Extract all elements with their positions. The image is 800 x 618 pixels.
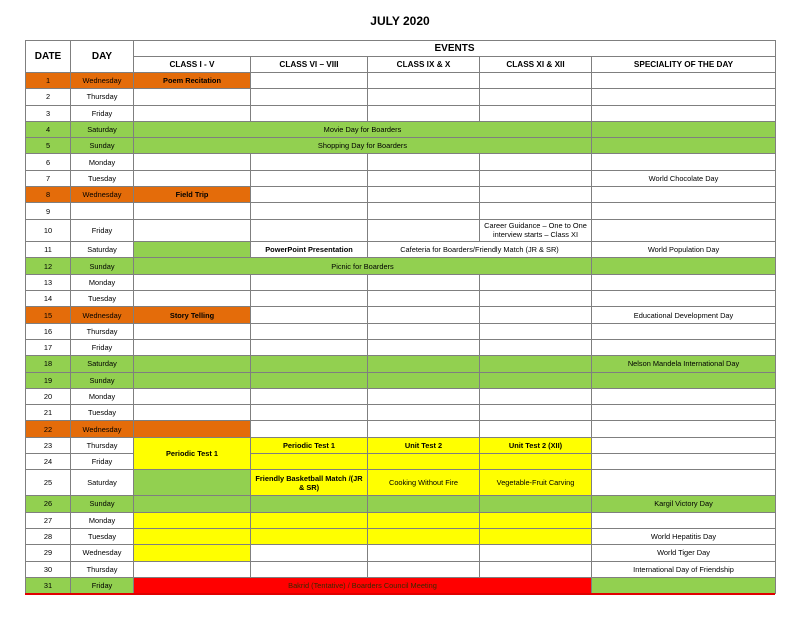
speciality-cell — [592, 421, 776, 437]
class-6-8-cell — [251, 307, 368, 323]
date-cell: 18 — [26, 356, 71, 372]
class-1-5-cell — [134, 323, 251, 339]
speciality-cell: World Tiger Day — [592, 545, 776, 561]
table-row — [26, 545, 776, 561]
speciality-cell: International Day of Friendship — [592, 561, 776, 577]
speciality-cell — [592, 454, 776, 470]
class-6-8-cell — [251, 323, 368, 339]
class-6-8-cell — [251, 274, 368, 290]
table-row — [26, 356, 776, 372]
date-cell: 27 — [26, 512, 71, 528]
class-1-5-cell — [134, 203, 251, 219]
day-header: DAY — [71, 41, 134, 73]
class-9-10-cell — [368, 219, 480, 242]
class-1-5-cell: Periodic Test 1 — [134, 437, 251, 470]
class-6-8-cell — [251, 291, 368, 307]
table-row — [26, 203, 776, 219]
date-cell: 10 — [26, 219, 71, 242]
day-cell: Wednesday — [71, 307, 134, 323]
class-1-5-cell — [134, 154, 251, 170]
class-6-8-cell: Friendly Basketball Match /(JR & SR) — [251, 470, 368, 496]
table-row — [26, 219, 776, 242]
speciality-cell — [592, 138, 776, 154]
class-6-8-cell — [251, 219, 368, 242]
class-6-8-cell — [251, 388, 368, 404]
class-1-5-cell — [134, 89, 251, 105]
day-cell: Friday — [71, 105, 134, 121]
class-9-10-cell — [368, 291, 480, 307]
class-6-8-cell — [251, 170, 368, 186]
calendar-table — [25, 40, 776, 594]
class-9-10-cell — [368, 105, 480, 121]
date-cell: 16 — [26, 323, 71, 339]
table-row — [26, 258, 776, 274]
date-cell: 1 — [26, 73, 71, 89]
class-1-5-cell — [134, 496, 251, 512]
class-9-10-cell — [368, 421, 480, 437]
date-cell: 2 — [26, 89, 71, 105]
date-cell: 29 — [26, 545, 71, 561]
class-6-8-cell — [251, 154, 368, 170]
date-cell: 23 — [26, 437, 71, 453]
speciality-cell: Kargil Victory Day — [592, 496, 776, 512]
day-cell: Thursday — [71, 323, 134, 339]
class-1-5-cell — [134, 242, 251, 258]
class-11-12-cell — [480, 388, 592, 404]
day-cell: Saturday — [71, 356, 134, 372]
class-1-5-cell — [134, 561, 251, 577]
class-11-12-cell — [480, 421, 592, 437]
day-cell: Wednesday — [71, 73, 134, 89]
class-11-12-cell — [480, 73, 592, 89]
date-cell: 8 — [26, 187, 71, 203]
speciality-cell — [592, 437, 776, 453]
class-11-12-cell — [480, 339, 592, 355]
day-cell: Tuesday — [71, 528, 134, 544]
class-1-5-cell — [134, 545, 251, 561]
class-1-5-cell: Field Trip — [134, 187, 251, 203]
class-6-8-header: CLASS VI – VIII — [251, 57, 368, 73]
speciality-cell — [592, 470, 776, 496]
class-11-12-header: CLASS XI & XII — [480, 57, 592, 73]
date-cell: 13 — [26, 274, 71, 290]
date-cell: 28 — [26, 528, 71, 544]
day-cell: Monday — [71, 274, 134, 290]
table-row — [26, 89, 776, 105]
table-row — [26, 323, 776, 339]
table-row — [26, 561, 776, 577]
day-cell: Saturday — [71, 470, 134, 496]
class-9-10-cell — [368, 512, 480, 528]
speciality-cell: World Hepatitis Day — [592, 528, 776, 544]
class-11-12-cell: Career Guidance – One to One interview starts – Class XI — [480, 219, 592, 242]
class-1-5-cell — [134, 388, 251, 404]
class-11-12-cell: Vegetable-Fruit Carving — [480, 470, 592, 496]
date-cell: 17 — [26, 339, 71, 355]
table-row — [26, 274, 776, 290]
class-9-10-cell: Cooking Without Fire — [368, 470, 480, 496]
date-cell: 21 — [26, 405, 71, 421]
header-row — [26, 41, 776, 57]
speciality-cell — [592, 372, 776, 388]
date-cell: 26 — [26, 496, 71, 512]
class-1-5-cell — [134, 470, 251, 496]
class-11-12-cell — [480, 561, 592, 577]
class-9-10-cell — [368, 388, 480, 404]
class-1-5-cell — [134, 405, 251, 421]
date-cell: 30 — [26, 561, 71, 577]
day-cell: Sunday — [71, 258, 134, 274]
class-9-12-cell: Cafeteria for Boarders/Friendly Match (JR & SR) — [368, 242, 592, 258]
day-cell: Tuesday — [71, 405, 134, 421]
class-9-10-cell — [368, 73, 480, 89]
day-cell: Thursday — [71, 89, 134, 105]
class-6-8-cell — [251, 73, 368, 89]
date-cell: 19 — [26, 372, 71, 388]
table-row — [26, 388, 776, 404]
class-11-12-cell — [480, 203, 592, 219]
class-11-12-cell — [480, 512, 592, 528]
class-6-8-cell — [251, 496, 368, 512]
class-9-10-cell — [368, 339, 480, 355]
class-9-10-cell — [368, 323, 480, 339]
class-9-10-cell — [368, 528, 480, 544]
class-9-10-cell — [368, 89, 480, 105]
speciality-cell — [592, 73, 776, 89]
class-1-5-cell — [134, 274, 251, 290]
date-cell: 4 — [26, 121, 71, 137]
date-cell: 7 — [26, 170, 71, 186]
class-1-5-cell — [134, 421, 251, 437]
class-6-8-cell — [251, 528, 368, 544]
class-9-10-cell — [368, 405, 480, 421]
date-cell: 14 — [26, 291, 71, 307]
class-11-12-cell — [480, 154, 592, 170]
date-cell: 12 — [26, 258, 71, 274]
speciality-cell: Nelson Mandela International Day — [592, 356, 776, 372]
date-cell: 25 — [26, 470, 71, 496]
table-row — [26, 405, 776, 421]
table-row — [26, 105, 776, 121]
table-row — [26, 421, 776, 437]
day-cell: Sunday — [71, 372, 134, 388]
date-cell: 31 — [26, 577, 71, 593]
table-row — [26, 187, 776, 203]
day-cell: Friday — [71, 219, 134, 242]
class-6-8-cell — [251, 454, 368, 470]
class-6-8-cell — [251, 105, 368, 121]
class-1-5-cell — [134, 291, 251, 307]
class-6-8-cell — [251, 339, 368, 355]
class-11-12-cell: Unit Test 2 (XII) — [480, 437, 592, 453]
speciality-cell: Educational Development Day — [592, 307, 776, 323]
class-9-10-cell: Unit Test 2 — [368, 437, 480, 453]
date-cell: 5 — [26, 138, 71, 154]
class-11-12-cell — [480, 372, 592, 388]
class-9-10-cell — [368, 307, 480, 323]
date-cell: 20 — [26, 388, 71, 404]
day-cell: Saturday — [71, 121, 134, 137]
date-cell: 11 — [26, 242, 71, 258]
table-row — [26, 577, 776, 593]
class-11-12-cell — [480, 454, 592, 470]
speciality-cell — [592, 405, 776, 421]
day-cell: Sunday — [71, 496, 134, 512]
speciality-cell — [592, 203, 776, 219]
class-6-8-cell — [251, 372, 368, 388]
speciality-cell — [592, 219, 776, 242]
date-header: DATE — [26, 41, 71, 73]
day-cell: Thursday — [71, 437, 134, 453]
speciality-cell — [592, 187, 776, 203]
table-row — [26, 496, 776, 512]
day-cell: Friday — [71, 577, 134, 593]
class-11-12-cell — [480, 105, 592, 121]
class-1-5-cell: Poem Recitation — [134, 73, 251, 89]
class-11-12-cell — [480, 89, 592, 105]
table-row — [26, 154, 776, 170]
day-cell: Tuesday — [71, 170, 134, 186]
day-cell: Sunday — [71, 138, 134, 154]
speciality-cell — [592, 339, 776, 355]
date-cell: 9 — [26, 203, 71, 219]
table-row — [26, 73, 776, 89]
table-row — [26, 528, 776, 544]
class-11-12-cell — [480, 356, 592, 372]
class-6-8-cell — [251, 421, 368, 437]
class-11-12-cell — [480, 170, 592, 186]
table-row — [26, 121, 776, 137]
class-1-5-cell — [134, 528, 251, 544]
class-6-8-cell — [251, 356, 368, 372]
class-9-10-cell — [368, 274, 480, 290]
speciality-header: SPECIALITY OF THE DAY — [592, 57, 776, 73]
table-row — [26, 307, 776, 323]
class-6-8-cell — [251, 545, 368, 561]
subheader-row — [26, 57, 776, 73]
class-11-12-cell — [480, 405, 592, 421]
day-cell — [71, 203, 134, 219]
speciality-cell — [592, 121, 776, 137]
date-cell: 3 — [26, 105, 71, 121]
class-9-10-cell — [368, 356, 480, 372]
date-cell: 22 — [26, 421, 71, 437]
day-cell: Friday — [71, 339, 134, 355]
table-row — [26, 242, 776, 258]
day-cell: Friday — [71, 454, 134, 470]
day-cell: Monday — [71, 154, 134, 170]
class-1-5-cell: Story Telling — [134, 307, 251, 323]
table-row — [26, 372, 776, 388]
class-6-8-cell — [251, 203, 368, 219]
speciality-cell — [592, 512, 776, 528]
table-row — [26, 512, 776, 528]
class-9-10-cell — [368, 561, 480, 577]
class-1-5-cell — [134, 105, 251, 121]
class-9-10-cell — [368, 203, 480, 219]
class-1-5-cell — [134, 219, 251, 242]
speciality-cell — [592, 274, 776, 290]
day-cell: Wednesday — [71, 187, 134, 203]
page-title: JULY 2020 — [370, 14, 430, 28]
class-11-12-cell — [480, 528, 592, 544]
speciality-cell — [592, 323, 776, 339]
class-1-5-cell — [134, 339, 251, 355]
class-9-10-header: CLASS IX & X — [368, 57, 480, 73]
class-1-5-cell — [134, 372, 251, 388]
bottom-divider — [25, 593, 775, 595]
class-9-10-cell — [368, 496, 480, 512]
class-1-5-header: CLASS I - V — [134, 57, 251, 73]
class-9-10-cell — [368, 372, 480, 388]
date-cell: 6 — [26, 154, 71, 170]
class-6-8-cell: Periodic Test 1 — [251, 437, 368, 453]
table-row — [26, 170, 776, 186]
all-classes-event-cell: Shopping Day for Boarders — [134, 138, 592, 154]
class-11-12-cell — [480, 323, 592, 339]
class-9-10-cell — [368, 154, 480, 170]
table-row — [26, 291, 776, 307]
all-classes-event-cell: Picnic for Boarders — [134, 258, 592, 274]
speciality-cell — [592, 154, 776, 170]
day-cell: Wednesday — [71, 545, 134, 561]
day-cell: Saturday — [71, 242, 134, 258]
speciality-cell: World Population Day — [592, 242, 776, 258]
table-row — [26, 339, 776, 355]
date-cell: 24 — [26, 454, 71, 470]
speciality-cell — [592, 258, 776, 274]
speciality-cell — [592, 388, 776, 404]
class-11-12-cell — [480, 496, 592, 512]
table-row — [26, 437, 776, 453]
class-6-8-cell — [251, 561, 368, 577]
class-1-5-cell — [134, 356, 251, 372]
class-11-12-cell — [480, 274, 592, 290]
class-6-8-cell: PowerPoint Presentation — [251, 242, 368, 258]
speciality-cell — [592, 291, 776, 307]
speciality-cell — [592, 105, 776, 121]
day-cell: Wednesday — [71, 421, 134, 437]
class-11-12-cell — [480, 187, 592, 203]
class-9-10-cell — [368, 545, 480, 561]
speciality-cell — [592, 89, 776, 105]
speciality-cell — [592, 577, 776, 593]
table-row — [26, 470, 776, 496]
class-6-8-cell — [251, 405, 368, 421]
class-6-8-cell — [251, 187, 368, 203]
table-row — [26, 138, 776, 154]
day-cell: Tuesday — [71, 291, 134, 307]
class-6-8-cell — [251, 89, 368, 105]
all-classes-event-cell: Bakrid (Tentative) / Boarders Council Meeting — [134, 577, 592, 593]
class-9-10-cell — [368, 170, 480, 186]
day-cell: Monday — [71, 388, 134, 404]
day-cell: Monday — [71, 512, 134, 528]
class-11-12-cell — [480, 291, 592, 307]
class-9-10-cell — [368, 187, 480, 203]
class-11-12-cell — [480, 545, 592, 561]
day-cell: Thursday — [71, 561, 134, 577]
class-1-5-cell — [134, 170, 251, 186]
class-9-10-cell — [368, 454, 480, 470]
class-1-5-cell — [134, 512, 251, 528]
class-11-12-cell — [480, 307, 592, 323]
all-classes-event-cell: Movie Day for Boarders — [134, 121, 592, 137]
date-cell: 15 — [26, 307, 71, 323]
events-header: EVENTS — [134, 41, 776, 57]
class-6-8-cell — [251, 512, 368, 528]
speciality-cell: World Chocolate Day — [592, 170, 776, 186]
